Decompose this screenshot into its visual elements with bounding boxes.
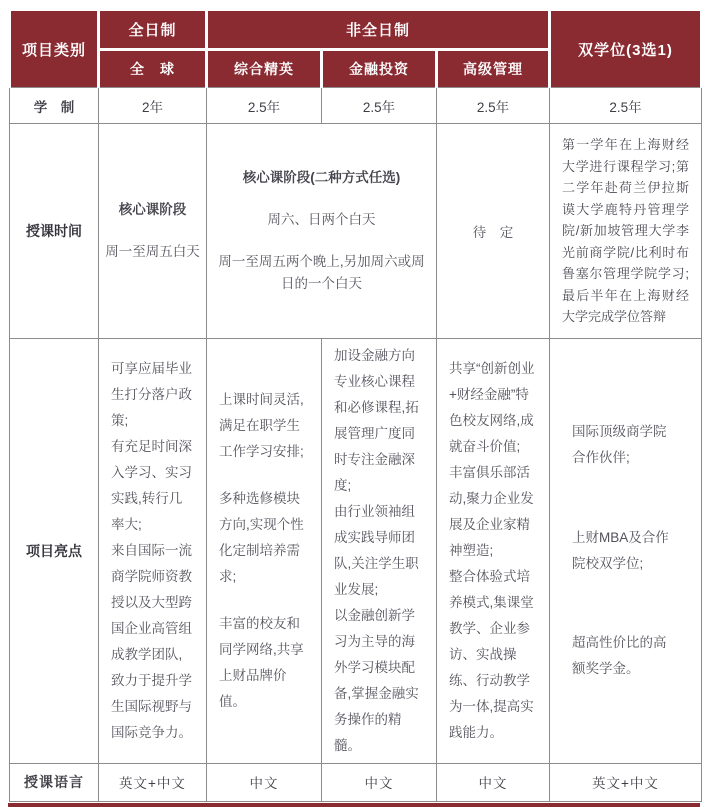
cell-highlights-finance <box>322 338 437 763</box>
cell-language-dual: 英文+中文 <box>550 763 702 801</box>
highlight-paragraph: 由行业领袖组成实践导师团队,关注学生职业发展; <box>334 503 419 597</box>
program-comparison-table <box>8 8 703 802</box>
highlight-paragraph: 加设金融方向专业核心课程和必修课程,拓展管理广度同时专注金融深度; <box>334 347 419 493</box>
highlight-paragraph: 整合体验式培养模式,集课堂教学、企业参访、实战操练、行动教学为一体,提高实践能力。 <box>449 568 534 740</box>
header-sub-senior: 高级管理 <box>437 50 550 88</box>
cell-language-global: 英文+中文 <box>99 763 207 801</box>
header-sub-elite: 综合精英 <box>207 50 322 88</box>
row-duration <box>10 88 702 124</box>
cell-duration-global: 2年 <box>99 88 207 124</box>
highlight-paragraph: 共享“创新创业+财经金融”特色校友网络,成就奋斗价值; <box>449 360 535 454</box>
schedule-phase-title: 核心课阶段 <box>118 201 187 217</box>
cell-duration-dual: 2.5年 <box>550 88 702 124</box>
header-fulltime: 全日制 <box>99 10 207 50</box>
schedule-global-time: 周一至周五白天 <box>105 243 200 259</box>
cell-schedule-elite-finance <box>207 124 437 339</box>
row-schedule <box>10 124 702 339</box>
header-dual-degree: 双学位(3选1) <box>550 10 702 88</box>
highlight-paragraph: 国际顶级商学院合作伙伴; <box>572 424 667 465</box>
cell-highlights-dual <box>550 338 702 763</box>
row-language <box>10 763 702 801</box>
header-category: 项目类别 <box>10 10 99 88</box>
row-highlights <box>10 338 702 763</box>
highlight-paragraph: 上课时间灵活,满足在职学生工作学习安排; <box>219 391 304 459</box>
cell-language-finance: 中文 <box>322 763 437 801</box>
header-row-1 <box>10 10 702 50</box>
schedule-global-block <box>105 146 200 316</box>
schedule-phase-title: 核心课阶段(二种方式任选) <box>242 169 401 185</box>
cell-language-senior: 中文 <box>437 763 550 801</box>
cell-duration-senior: 2.5年 <box>437 88 550 124</box>
cell-highlights-global <box>99 338 207 763</box>
cell-schedule-dual: 第一学年在上海财经大学进行课程学习;第二学年赴荷兰伊拉斯谟大学鹿特丹管理学院/新加坡管理大学李光前商学院/比利时布鲁塞尔管理学院学习;最后半年在上海财经大学完成学位答辩 <box>550 124 702 339</box>
highlight-paragraph: 超高性价比的高额奖学金。 <box>572 635 667 676</box>
highlight-paragraph: 多种选修模块方向,实现个性化定制培养需求; <box>219 490 304 584</box>
bottom-accent-bar <box>8 803 700 807</box>
cell-duration-elite: 2.5年 <box>207 88 322 124</box>
highlight-paragraph: 丰富的校友和同学网络,共享上财品牌价值。 <box>219 615 304 709</box>
highlight-paragraph: 可享应届毕业生打分落户政策; <box>111 360 192 428</box>
header-sub-finance: 金融投资 <box>322 50 437 88</box>
row-label-language: 授课语言 <box>10 763 99 801</box>
schedule-option-1: 周六、日两个白天 <box>267 211 376 227</box>
cell-schedule-senior: 待 定 <box>437 124 550 339</box>
cell-duration-finance: 2.5年 <box>322 88 437 124</box>
cell-highlights-elite <box>207 338 322 763</box>
schedule-elite-finance-block <box>213 146 430 316</box>
row-label-schedule: 授课时间 <box>10 124 99 339</box>
cell-language-elite: 中文 <box>207 763 322 801</box>
header-parttime: 非全日制 <box>207 10 550 50</box>
highlight-paragraph: 上财MBA及合作院校双学位; <box>572 529 669 571</box>
cell-schedule-global <box>99 124 207 339</box>
row-label-duration: 学 制 <box>10 88 99 124</box>
highlight-paragraph: 来自国际一流商学院师资教授以及大型跨国企业高管组成教学团队,致力于提升学生国际视野与国际竞争力。 <box>111 542 192 740</box>
header-sub-global: 全 球 <box>99 50 207 88</box>
highlight-paragraph: 丰富俱乐部活动,聚力企业发展及企业家精神塑造; <box>449 464 534 558</box>
cell-highlights-senior <box>437 338 550 763</box>
schedule-option-2: 周一至周五两个晚上,另加周六或周日的一个白天 <box>218 253 425 291</box>
row-label-highlights: 项目亮点 <box>10 338 99 763</box>
highlight-paragraph: 有充足时间深入学习、实习实践,转行几率大; <box>111 438 192 532</box>
highlight-paragraph: 以金融创新学习为主导的海外学习模块配备,掌握金融实务操作的精髓。 <box>334 607 419 753</box>
